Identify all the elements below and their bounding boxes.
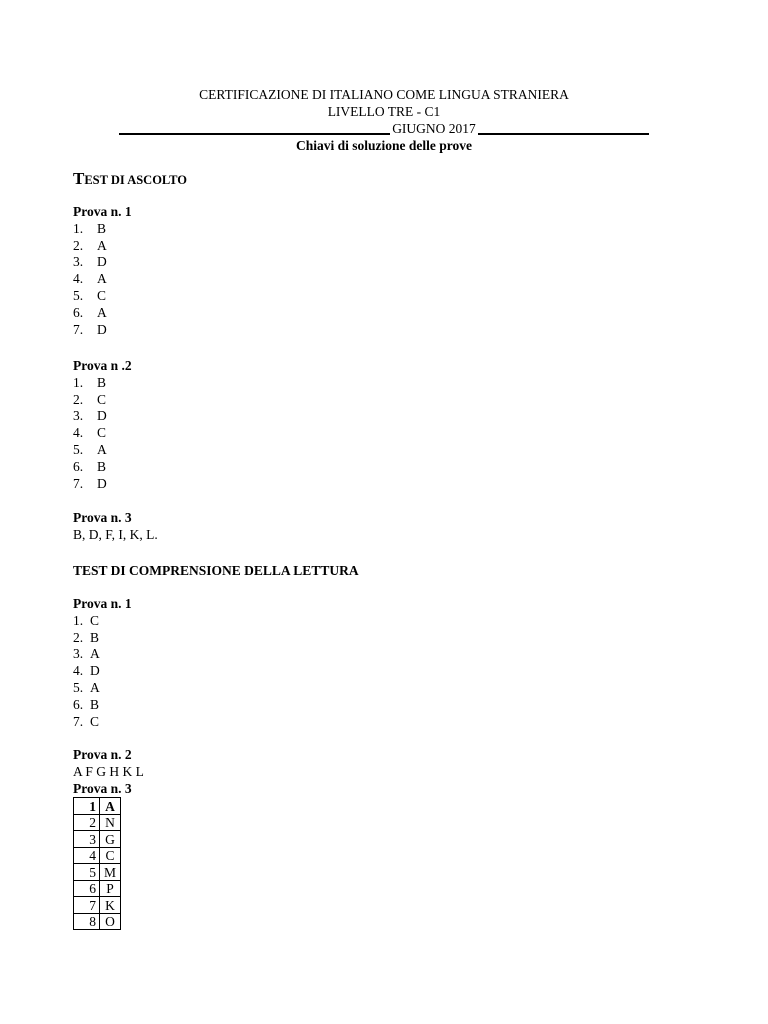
reading-prova-1 [73,596,132,730]
answer-item [73,375,132,392]
answer-item [73,442,132,459]
answer-letter-cell: C [100,847,121,864]
answer-item [73,646,132,663]
answer-letter: C [97,391,107,407]
answer-number: 5. [73,287,84,303]
listening-prova-3-answer: B, D, F, I, K, L. [73,526,158,542]
reading-prova-3-title: Prova n. 3 [73,780,132,796]
answer-item [73,288,132,305]
listening-prova-3-title: Prova n. 3 [73,510,132,525]
answer-number: 6. [73,458,84,474]
reading-prova-1-title: Prova n. 1 [73,596,132,611]
level-title: LIVELLO TRE - C1 [327,104,441,119]
answer-letter: A [97,441,107,457]
table-row [74,831,121,848]
answer-number: 4. [73,425,84,441]
certification-title: CERTIFICAZIONE DI ITALIANO COME LINGUA STRANIERA [199,87,569,102]
item-number-cell: 1 [74,798,100,815]
listening-prova-3 [73,510,158,544]
answer-number: 3. [73,254,84,270]
answer-item [73,697,132,714]
answer-item [73,254,132,271]
answer-item [73,425,132,442]
listening-section-title [73,171,187,189]
answer-letter: D [90,663,100,679]
answer-letter: B [97,458,107,474]
answer-item [73,392,132,409]
answer-number: 4. [73,663,84,679]
answer-number: 2. [73,629,84,645]
answer-letter: B [90,696,100,712]
item-number-cell: 8 [74,913,100,930]
answer-number: 1. [73,220,84,236]
answer-letter: D [97,321,107,337]
answer-number: 1. [73,374,84,390]
answer-letter: D [97,254,107,270]
listening-prova-1-answers [73,221,132,339]
item-number-cell: 4 [74,847,100,864]
table-row [74,798,121,815]
answer-letter-cell: K [100,897,121,914]
answer-letter: B [90,629,100,645]
answer-number: 6. [73,304,84,320]
answer-number: 5. [73,441,84,457]
date-line [119,120,649,137]
answer-item [73,714,132,731]
answer-number: 7. [73,475,84,491]
answer-letter: C [90,713,100,729]
answer-item [73,408,132,425]
answer-letter-cell: M [100,864,121,881]
document-subtitle: Chiavi di soluzione delle prove [295,138,472,153]
answer-item [73,238,132,255]
answer-number: 2. [73,237,84,253]
answer-item [73,271,132,288]
answer-item [73,459,132,476]
table-row [74,864,121,881]
answer-item [73,613,132,630]
table-row [74,814,121,831]
answer-letter: D [97,475,107,491]
item-number-cell: 5 [74,864,100,881]
answer-number: 5. [73,679,84,695]
answer-letter: A [97,271,107,287]
answer-letter-cell: A [100,798,121,815]
listening-prova-2 [73,358,132,492]
table-row [74,847,121,864]
answer-number: 2. [73,391,84,407]
answer-number: 3. [73,408,84,424]
reading-prova-2-title: Prova n. 2 [73,747,132,762]
answer-number: 1. [73,612,84,628]
answer-letter-cell: G [100,831,121,848]
listening-title-initial: T [73,169,85,188]
reading-prova-1-answers [73,613,132,731]
answer-letter: C [97,287,107,303]
date-underline [119,133,649,135]
answer-letter-cell: O [100,913,121,930]
table-row [74,897,121,914]
answer-item [73,630,132,647]
answer-letter-cell: N [100,814,121,831]
listening-prova-1-title: Prova n. 1 [73,204,132,219]
listening-prova-1 [73,204,132,338]
session-date: GIUGNO 2017 [392,121,476,136]
answer-number: 4. [73,271,84,287]
answer-letter: A [90,679,100,695]
answer-item [73,476,132,493]
answer-letter: A [90,646,100,662]
item-number-cell: 6 [74,880,100,897]
answer-letter-cell: P [100,880,121,897]
answer-item [73,680,132,697]
answer-letter: C [97,425,107,441]
listening-prova-2-title: Prova n .2 [73,358,132,373]
answer-letter: B [97,220,107,236]
answer-letter: D [97,408,107,424]
item-number-cell: 2 [74,814,100,831]
document-header [0,86,768,154]
answer-letter: A [97,304,107,320]
reading-prova-2 [73,747,144,930]
answer-number: 6. [73,696,84,712]
answer-number: 3. [73,646,84,662]
listening-title-rest: EST DI ASCOLTO [84,173,187,187]
listening-prova-2-answers [73,375,132,493]
answer-item [73,322,132,339]
answer-letter: C [90,612,100,628]
answer-letter: A [97,237,107,253]
reading-prova-2-answer: A F G H K L [73,763,144,779]
table-row [74,880,121,897]
item-number-cell: 7 [74,897,100,914]
answer-number: 7. [73,321,84,337]
answer-item [73,663,132,680]
answer-number: 7. [73,713,84,729]
item-number-cell: 3 [74,831,100,848]
table-row [74,913,121,930]
answer-letter: B [97,374,107,390]
reading-section-title: TEST DI COMPRENSIONE DELLA LETTURA [73,563,359,578]
answer-item [73,221,132,238]
reading-prova-3-table [73,797,121,930]
answer-item [73,305,132,322]
